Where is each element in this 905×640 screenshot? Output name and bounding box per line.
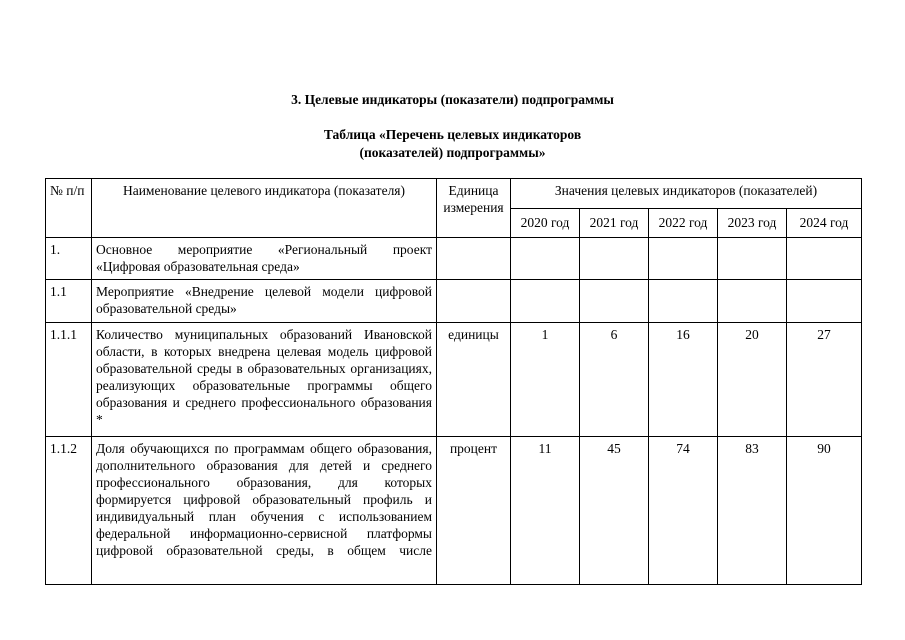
row-value [580,238,649,280]
row-value: 20 [718,323,787,437]
header-name: Наименование целевого индикатора (показателя) [92,179,437,238]
row-unit [437,280,511,323]
row-value: 16 [649,323,718,437]
row-value: 90 [787,437,862,585]
row-value [718,238,787,280]
table-row [46,323,862,437]
header-year: 2020 год [511,208,580,238]
row-value: 1 [511,323,580,437]
header-year: 2022 год [649,208,718,238]
row-unit: процент [437,437,511,585]
row-value: 83 [718,437,787,585]
header-num: № п/п [46,179,92,238]
row-num: 1.1.1 [46,323,92,437]
row-value [718,280,787,323]
header-year: 2024 год [787,208,862,238]
header-values: Значения целевых индикаторов (показателей) [511,179,862,209]
section-title: 3. Целевые индикаторы (показатели) подпрограммы [291,92,614,107]
table-caption-line-1: Таблица «Перечень целевых индикаторов [323,127,582,142]
row-value [649,238,718,280]
row-value: 27 [787,323,862,437]
row-value: 45 [580,437,649,585]
table-caption-line-2: (показателей) подпрограммы» [359,145,546,160]
row-num: 1.1 [46,280,92,323]
row-num: 1. [46,238,92,280]
indicators-table [45,178,862,585]
header-year: 2021 год [580,208,649,238]
row-value: 11 [511,437,580,585]
table-header-row [46,179,862,209]
row-value [511,238,580,280]
table-row [46,437,862,585]
row-value [787,238,862,280]
row-value [511,280,580,323]
header-unit: Единица измерения [437,179,511,238]
table-row [46,280,862,323]
row-unit: единицы [437,323,511,437]
row-name: Основное мероприятие «Региональный проект «Цифровая образовательная среда» [92,238,437,280]
row-value: 74 [649,437,718,585]
row-value [649,280,718,323]
row-num: 1.1.2 [46,437,92,585]
row-unit [437,238,511,280]
row-value [580,280,649,323]
row-value: 6 [580,323,649,437]
row-name: Доля обучающихся по программам общего образования, дополнительного образования для детей и среднего профессионального образования, для которых формируется цифровой образовательный профиль и индивидуальный план обучения с использованием федеральной информационно-сервисной платформы цифровой образовательной среды, в общем числе [92,437,437,585]
row-name: Количество муниципальных образований Ивановской области, в которых внедрена целевая модель цифровой образовательной среды в образовательных организациях, реализующих образовательные программы общего образования и среднего профессионального образования * [92,323,437,437]
row-value [787,280,862,323]
row-name: Мероприятие «Внедрение целевой модели цифровой образовательной среды» [92,280,437,323]
header-year: 2023 год [718,208,787,238]
table-row [46,238,862,280]
